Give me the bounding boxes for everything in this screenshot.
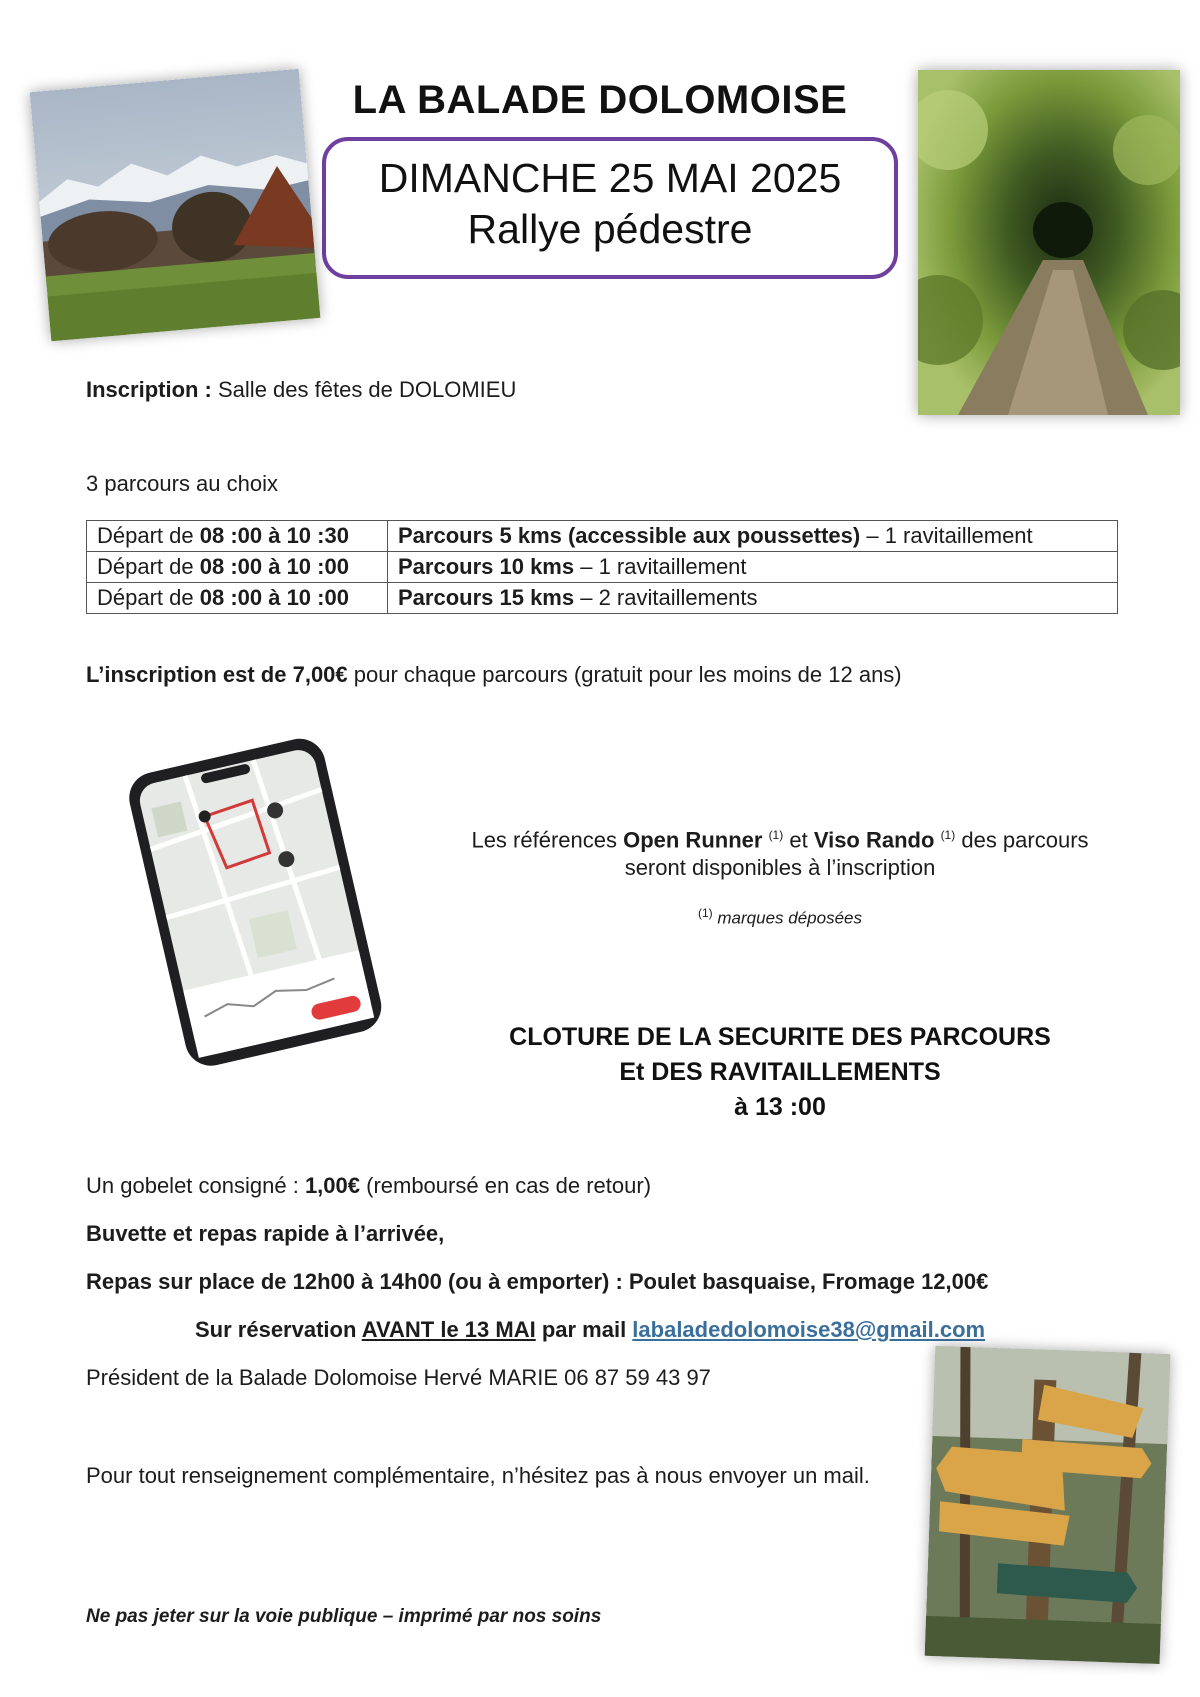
- registration-line: [86, 376, 516, 404]
- meal-line: Repas sur place de 12h00 à 14h00 (ou à emporter) : Poulet basquaise, Fromage 12,00€: [86, 1269, 989, 1294]
- reservation-deadline: AVANT le 13 MAI: [361, 1317, 536, 1342]
- departure-prefix: Départ de: [97, 554, 200, 579]
- departure-time: 08 :00 à 10 :00: [199, 585, 349, 610]
- bar-line: Buvette et repas rapide à l’arrivée,: [86, 1221, 445, 1246]
- reservation-text: par mail: [535, 1317, 633, 1342]
- brand-viso-rando: Viso Rando: [813, 827, 935, 853]
- references-text: Les références: [471, 827, 624, 853]
- references-line2: seront disponibles à l’inscription: [624, 855, 936, 881]
- event-date: DIMANCHE 25 MAI 2025: [378, 155, 842, 201]
- brand-open-runner: Open Runner: [623, 827, 763, 853]
- route-cell: [388, 552, 1118, 583]
- references-text: des parcours: [955, 827, 1089, 853]
- references-line1: [440, 821, 1120, 854]
- fee-line: [86, 661, 902, 689]
- route-cell: [388, 583, 1118, 614]
- event-frame: [322, 137, 898, 279]
- contact-line: Pour tout renseignement complémentaire, n’hésitez pas à nous envoyer un mail.: [86, 1463, 870, 1488]
- table-row: [87, 583, 1118, 614]
- references-text: et: [783, 827, 814, 853]
- departure-prefix: Départ de: [97, 523, 200, 548]
- fee-amount: L’inscription est de 7,00€: [86, 662, 348, 687]
- references-block: [440, 821, 1120, 882]
- table-row: [87, 521, 1118, 552]
- event-type: Rallye pédestre: [467, 206, 753, 252]
- route-name: Parcours 15 kms: [398, 585, 575, 610]
- email-link[interactable]: labaladedolomoise38@gmail.com: [632, 1317, 986, 1342]
- president-line: Président de la Balade Dolomoise Hervé MARIE 06 87 59 43 97: [86, 1365, 711, 1390]
- departure-cell: [87, 521, 388, 552]
- route-name: Parcours 5 kms (accessible aux poussettes): [398, 523, 861, 548]
- departure-cell: [87, 583, 388, 614]
- mountain-landscape-photo: [30, 69, 321, 342]
- routes-table: [86, 520, 1118, 614]
- reservation-text: Sur réservation: [195, 1317, 362, 1342]
- departure-time: 08 :00 à 10 :00: [199, 554, 349, 579]
- route-name: Parcours 10 kms: [398, 554, 575, 579]
- footnote-mark: (1): [698, 906, 713, 920]
- cup-price: 1,00€: [304, 1173, 360, 1198]
- table-row: [87, 552, 1118, 583]
- route-supplies: – 1 ravitaillement: [860, 523, 1033, 548]
- route-cell: [388, 521, 1118, 552]
- trademark-mark: (1): [768, 828, 784, 842]
- cup-text: Un gobelet consigné :: [86, 1173, 305, 1198]
- route-supplies: – 1 ravitaillement: [574, 554, 747, 579]
- hiking-signpost-photo: [925, 1346, 1171, 1664]
- reservation-line: [195, 1316, 985, 1344]
- departure-cell: [87, 552, 388, 583]
- departure-time: 08 :00 à 10 :30: [199, 523, 349, 548]
- fee-detail: pour chaque parcours (gratuit pour les moins de 12 ans): [347, 662, 902, 687]
- departure-prefix: Départ de: [97, 585, 200, 610]
- closing-line1: CLOTURE DE LA SECURITE DES PARCOURS: [509, 1023, 1051, 1051]
- footer-note-text: Ne pas jeter sur la voie publique – imprimé par nos soins: [86, 1606, 602, 1627]
- forest-path-photo: [918, 70, 1180, 415]
- footer-note: [86, 1606, 601, 1628]
- routes-intro: 3 parcours au choix: [86, 471, 278, 496]
- closing-time: à 13 :00: [734, 1093, 826, 1121]
- closing-line2: Et DES RAVITAILLEMENTS: [619, 1058, 941, 1086]
- trademark-footnote: [440, 906, 1120, 929]
- registration-place: Salle des fêtes de DOLOMIEU: [211, 377, 517, 402]
- footnote-text: marques déposées: [712, 908, 862, 928]
- cup-detail: (remboursé en cas de retour): [360, 1173, 652, 1198]
- route-supplies: – 2 ravitaillements: [574, 585, 758, 610]
- page-title: LA BALADE DOLOMOISE: [352, 78, 848, 122]
- closing-block: [440, 1020, 1120, 1125]
- registration-label: Inscription :: [86, 377, 212, 402]
- cup-line: [86, 1172, 651, 1200]
- trademark-mark: (1): [940, 828, 956, 842]
- smartphone-map-photo: [113, 722, 417, 1078]
